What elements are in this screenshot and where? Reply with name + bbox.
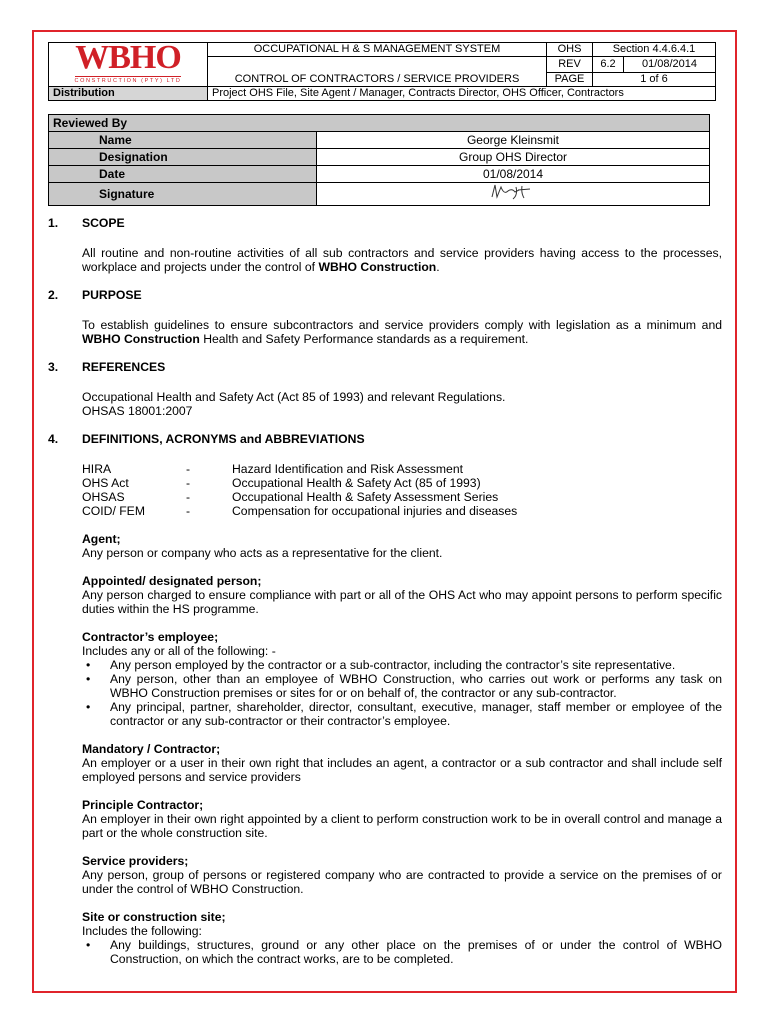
appointed-definition: Any person charged to ensure compliance with part or all of the OHS Act who may appoint persons to perform specific duties within the HS programme. (82, 588, 722, 616)
agent-definition: Any person or company who acts as a representative for the client. (82, 546, 443, 560)
rev-label: REV (547, 57, 593, 73)
system-title: OCCUPATIONAL H & S MANAGEMENT SYSTEM (208, 43, 547, 57)
rev-date: 01/08/2014 (624, 57, 716, 73)
term-agent: Agent; (82, 532, 121, 546)
purpose-text: To establish guidelines to ensure subcontractors and service providers comply with legislation as a minimum and WBHO Construction Health and Safety Performance standards as a requirement. (82, 318, 722, 346)
list-item: • Any person, other than an employee of WBHO Construction, who carries out work or performs any task on WBHO Construction premises or sites for or on behalf of, the contractor or any sub-contractor. (82, 672, 722, 700)
abbreviation-row: OHS Act - Occupational Health & Safety Act (85 of 1993) (82, 476, 481, 490)
reference-line-1: Occupational Health and Safety Act (Act 85 of 1993) and relevant Regulations. (82, 390, 506, 404)
mandatory-definition: An employer or a user in their own right that includes an agent, a contractor or a sub contractor and shall include self employed persons and service providers (82, 756, 722, 784)
abbreviation-row: HIRA - Hazard Identification and Risk Assessment (82, 462, 463, 476)
review-label-signature: Signature (49, 183, 317, 206)
principle-definition: An employer in their own right appointed by a client to perform construction work to be in overall control and manage a part or the whole construction site. (82, 812, 722, 840)
document-body (48, 216, 722, 966)
term-service-providers: Service providers; (82, 854, 189, 868)
section-scope-heading: 1. SCOPE (48, 216, 125, 230)
employee-intro: Includes any or all of the following: - (82, 644, 276, 658)
page-number: 1 of 6 (593, 73, 716, 87)
page-label: PAGE (547, 73, 593, 87)
section-references-heading: 3. REFERENCES (48, 360, 166, 374)
distribution-value: Project OHS File, Site Agent / Manager, Contracts Director, OHS Officer, Contractors (208, 87, 716, 101)
term-principle-contractor: Principle Contractor; (82, 798, 204, 812)
section-number: Section 4.4.6.4.1 (593, 43, 716, 57)
site-bullet-list (82, 938, 722, 966)
term-appointed-person: Appointed/ designated person; (82, 574, 262, 588)
scope-text: All routine and non-routine activities of all sub contractors and service providers having access to the processes, workplace and projects under the control of WBHO Construction. (82, 246, 722, 274)
section-definitions-heading: 4. DEFINITIONS, ACRONYMS and ABBREVIATIONS (48, 432, 365, 446)
abbreviation-row: OHSAS - Occupational Health & Safety Assessment Series (82, 490, 499, 504)
signature-scribble (488, 183, 538, 201)
distribution-label: Distribution (49, 87, 208, 101)
site-intro: Includes the following: (82, 924, 202, 938)
review-label-name: Name (49, 132, 317, 149)
ohs-label: OHS (547, 43, 593, 57)
document-title: CONTROL OF CONTRACTORS / SERVICE PROVIDERS (208, 57, 547, 87)
list-item: • Any person employed by the contractor or a sub-contractor, including the contractor’s site representative. (82, 658, 722, 672)
term-construction-site: Site or construction site; (82, 910, 226, 924)
abbreviation-list (82, 462, 722, 518)
review-value-name: George Kleinsmit (317, 132, 710, 149)
employee-bullet-list (82, 658, 722, 728)
abbreviation-row: COID/ FEM - Compensation for occupational injuries and diseases (82, 504, 518, 518)
document-header (48, 39, 716, 101)
company-logo: WBHO CONSTRUCTION (PTY) LTD (49, 43, 208, 87)
service-definition: Any person, group of persons or registered company who are contracted to provide a service on the premises of or under the control of WBHO Construction. (82, 868, 722, 896)
term-contractor-employee: Contractor’s employee; (82, 630, 219, 644)
review-value-designation: Group OHS Director (317, 149, 710, 166)
rev-value: 6.2 (593, 57, 624, 73)
list-item: • Any principal, partner, shareholder, director, consultant, executive, manager, staff member or employee of the contractor or any sub-contractor or their contractor’s employee. (82, 700, 722, 728)
review-table (48, 114, 710, 206)
review-title: Reviewed By (49, 115, 710, 132)
list-item: • Any buildings, structures, ground or any other place on the premises of or under the control of WBHO Construction, on which the contract works, are to be completed. (82, 938, 722, 966)
signature-image (317, 183, 710, 206)
section-purpose-heading: 2. PURPOSE (48, 288, 142, 302)
review-label-designation: Designation (49, 149, 317, 166)
reference-line-2: OHSAS 18001:2007 (82, 404, 193, 418)
term-mandatory-contractor: Mandatory / Contractor; (82, 742, 221, 756)
review-value-date: 01/08/2014 (317, 166, 710, 183)
review-label-date: Date (49, 166, 317, 183)
